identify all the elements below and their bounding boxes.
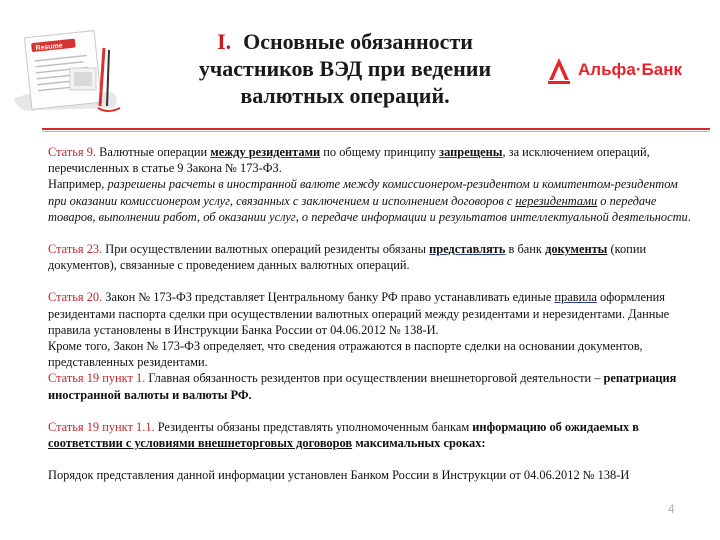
resume-document-icon [8,28,128,118]
article-20: Статья 20. Закон № 173-ФЗ представляет Центральному банку РФ право устанавливать единые правила оформления резидентами паспорта сделки при осуществлении валютных операций между резидентами и нерезидентами. Данные правила установлены в Инструкции Банка России от 04.06.2012 № 138-И. [48,290,670,337]
header-divider [42,128,710,130]
footer-note: Порядок представления данной информации установлен Банком России в Инструкции от 04.06.2012 № 138-И [48,468,630,483]
article-20-note: Кроме того, Закон № 173-ФЗ определяет, что сведения отражаются в паспорте сделки на основании документов, представленных резидентами. [48,339,643,370]
bank-name: Альфа·Банк [578,60,682,79]
title-number: I. [217,29,232,54]
article-19-1: Статья 19 пункт 1. Главная обязанность резидентов при осуществлении внешнеторговой деятельности – репатриация иностранной валюты и валюты РФ. [48,371,677,402]
art23-ref: Статья 23. [48,242,103,257]
header-divider-thin [42,131,710,132]
article-9: Статья 9. Валютные операции между резидентами по общему принципу запрещены, за исключением операций, перечисленных в статье 9 Закона № 173-ФЗ. [48,145,650,176]
title-line-2: участников ВЭД при ведении [198,56,492,81]
slide-header [0,0,720,130]
article-9-example: Например, разрешены расчеты в иностранной валюте между комиссионером-резидентом и комитентом-резидентом при оказании комиссионером услуг, связанных с заключением и исполнением договоров с нерезидентами о передаче товаров, выполнении работ, об оказании услуг, о передаче информации и результатов интеллектуальной деятельности. [48,177,691,224]
slide-body [48,144,698,483]
art19-1-ref: Статья 19 пункт 1. [48,371,146,386]
slide-title [160,28,530,109]
article-23: Статья 23. При осуществлении валютных операций резиденты обязаны представлять в банк документы (копии документов), связанные с проведением данных валютных операций. [48,242,647,273]
article-19-1-1: Статья 19 пункт 1.1. Резиденты обязаны представлять уполномоченным банкам информацию об ожидаемых в соответствии с условиями внешнеторговых договоров максимальных сроках: [48,419,640,451]
page-number: 4 [668,502,675,516]
title-line-3: валютных операций. [240,83,450,108]
title-line-1: Основные обязанности [243,29,473,54]
art9-ref: Статья 9. [48,145,97,159]
art20-ref: Статья 20. [48,290,103,305]
resume-label: Resume [35,42,64,53]
art19-11-ref: Статья 19 пункт 1.1. [48,419,155,434]
